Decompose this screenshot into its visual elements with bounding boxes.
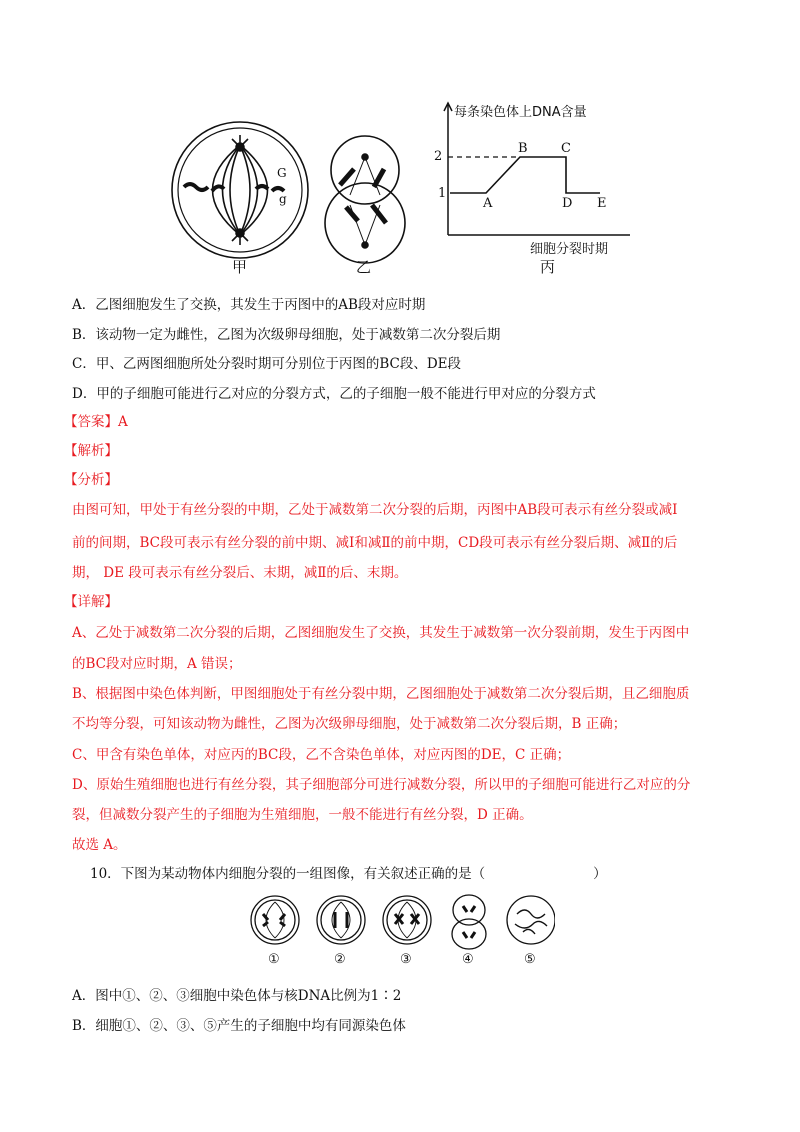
xiangjie-label: 【详解】 [64,594,118,610]
q10-cell-label-5: ⑤ [524,952,536,967]
graph-tick-2: 2 [434,149,443,164]
graph-point-A: A [483,196,493,211]
detail-line-2: 的BC段对应时期，A 错误； [72,656,242,672]
jiexi-label: 【解析】 [64,443,118,459]
detail-line-4: 不均等分裂，可知该动物为雌性，乙图为次级卵母细胞，处于减数第二次分裂后期，B 正确； [72,716,627,732]
q9-option-a: A．乙图细胞发生了交换，其发生于丙图中的AB段对应时期 [72,297,426,313]
detail-line-5: C、甲含有染色单体，对应丙的BC段，乙不含染色单体，对应丙图的DE，C 正确； [72,747,571,763]
graph-point-E: E [597,196,607,211]
graph-ylabel: 每条染色体上DNA含量 [454,105,587,120]
cell-jia-drawing [172,122,308,258]
graph-point-D: D [562,196,573,211]
label-bing: 丙 [540,258,556,276]
q10-cell-label-4: ④ [462,952,474,967]
q10-option-b: B．细胞①、②、③、⑤产生的子细胞中均有同源染色体 [72,1018,406,1034]
q9-option-b: B．该动物一定为雌性，乙图为次级卵母细胞，处于减数第二次分裂后期 [72,327,501,343]
analysis-line-3: 期， DE 段可表示有丝分裂后、末期，减Ⅱ的后、末期。 [72,565,408,581]
analysis-line-1: 由图可知，甲处于有丝分裂的中期，乙处于减数第二次分裂的后期，丙图中AB段可表示有丝分裂或减Ⅰ [72,502,678,518]
detail-line-3: B、根据图中染色体判断，甲图细胞处于有丝分裂中期，乙图细胞处于减数第二次分裂后期，且乙细胞质 [72,686,690,702]
graph-point-B: B [518,141,528,156]
q9-option-c: C．甲、乙两图细胞所处分裂时期可分别位于丙图的BC段、DE段 [72,356,462,372]
analysis-line-2: 前的间期，BC段可表示有丝分裂的前中期、减Ⅰ和减Ⅱ的前中期，CD段可表示有丝分裂后期、减Ⅱ的后 [72,535,678,551]
label-yi: 乙 [356,258,372,276]
label-jia: 甲 [232,258,248,276]
detail-line-7: 裂，但减数分裂产生的子细胞为生殖细胞，一般不能进行有丝分裂，D 正确。 [72,807,533,823]
graph-point-C: C [561,141,571,156]
q10-cell-label-3: ③ [400,952,412,967]
answer-label: 【答案】A [64,414,128,430]
cell-yi-drawing [325,136,405,263]
fenxi-label: 【分析】 [64,472,118,488]
q10-stem: 10．下图为某动物体内细胞分裂的一组图像，有关叙述正确的是（ ） [90,866,607,882]
q10-cell-figures [245,892,555,952]
allele-g: g [279,192,287,206]
graph-bing [444,103,630,235]
graph-xlabel: 细胞分裂时期 [530,242,609,257]
q10-cell-label-2: ② [334,952,346,967]
q10-cell-label-1: ① [268,952,280,967]
detail-line-1: A、乙处于减数第二次分裂的后期，乙图细胞发生了交换，其发生于减数第一次分裂前期，发生于丙图中 [72,625,690,641]
detail-line-6: D、原始生殖细胞也进行有丝分裂，其子细胞部分可进行减数分裂，所以甲的子细胞可能进行乙对应的分 [72,777,691,793]
q10-option-a: A．图中①、②、③细胞中染色体与核DNA比例为1∶2 [72,988,402,1004]
detail-line-8: 故选 A。 [72,837,127,853]
graph-tick-1: 1 [438,186,447,201]
q9-option-d: D．甲的子细胞可能进行乙对应的分裂方式，乙的子细胞一般不能进行甲对应的分裂方式 [72,386,596,402]
allele-G: G [277,166,287,180]
